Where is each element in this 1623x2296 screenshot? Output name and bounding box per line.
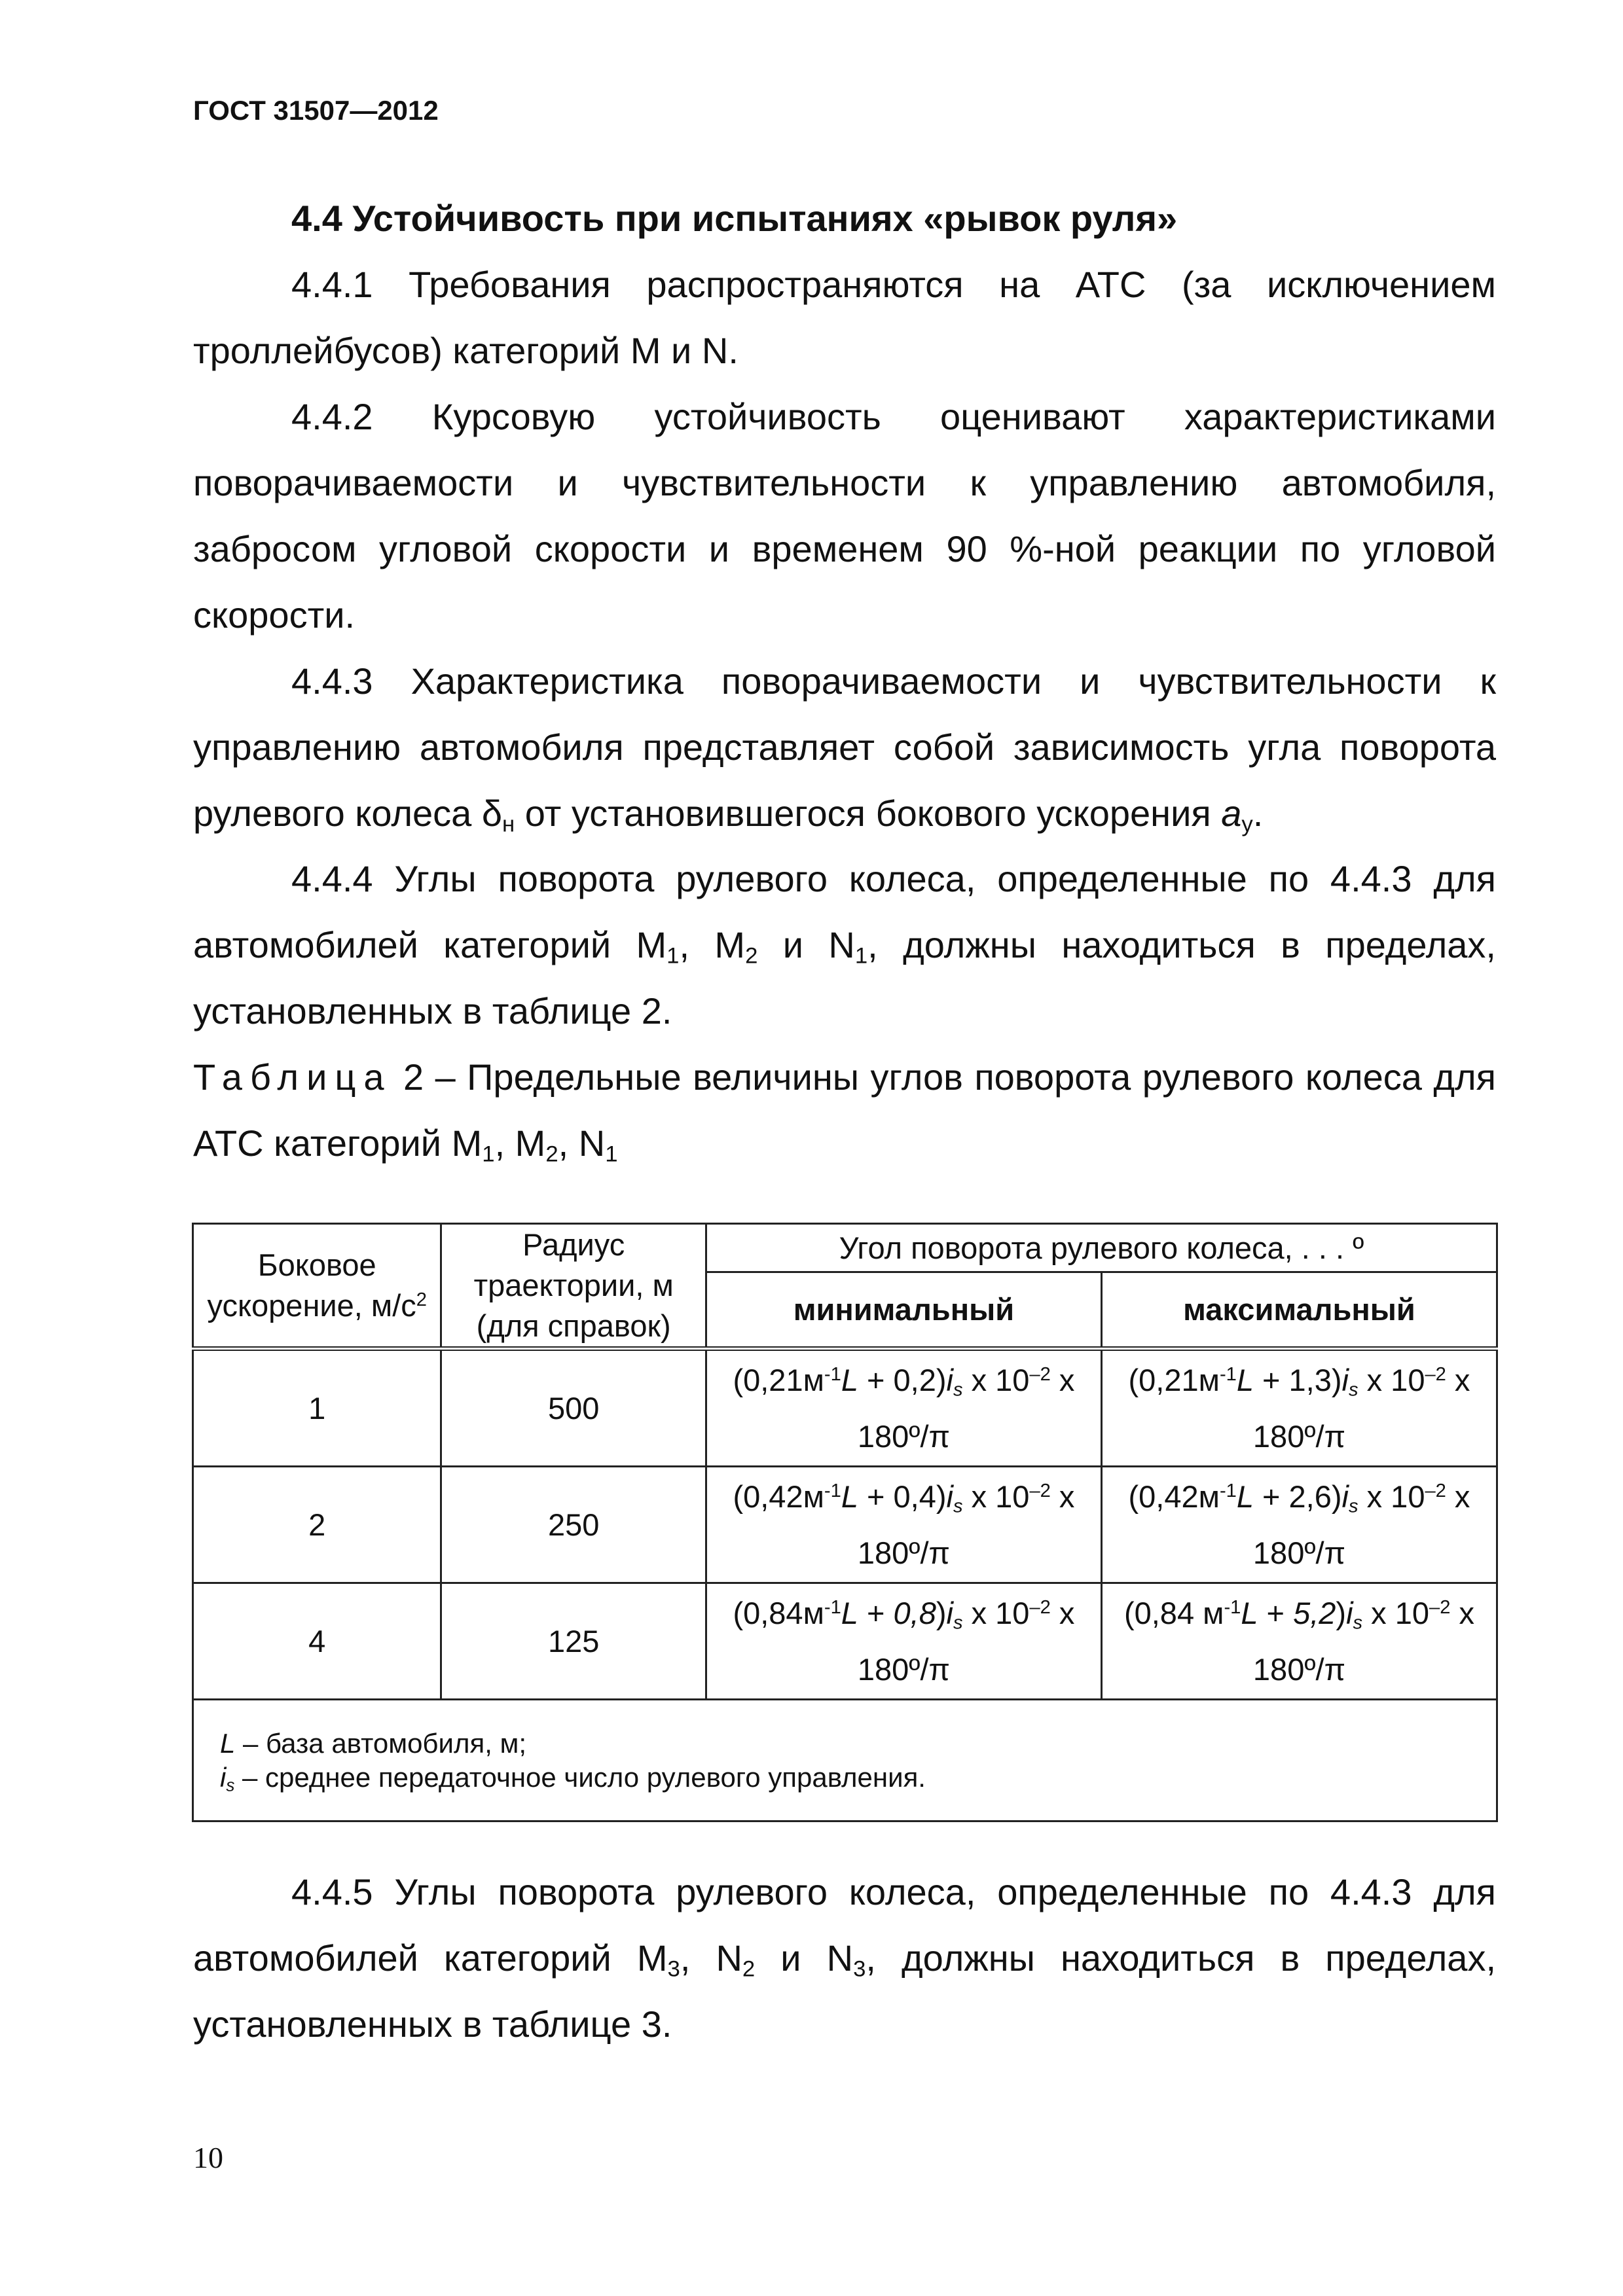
paragraph-4-4-1: 4.4.1 Требования распространяются на АТС (за исключением троллейбусов) категорий М и N. xyxy=(193,264,1496,371)
table-row xyxy=(193,1583,1497,1700)
cell-acceleration: 1 xyxy=(193,1349,441,1467)
paragraph-4-4-4: 4.4.4 Углы поворота рулевого колеса, определенные по 4.4.3 для автомобилей категорий $М_1$, $М_2$ и $N_1$, должны находиться в пределах, установленных в таблице 2. xyxy=(193,858,1497,1031)
steering-angle-limits-table xyxy=(192,1223,1498,1822)
cell-acceleration: 2 xyxy=(193,1467,441,1583)
table-caption: Таблица 2 – Предельные величины углов поворота рулевого колеса для АТС категорий $М_1$, $М_2$, $N_1$ xyxy=(193,1056,1496,1167)
table-row xyxy=(193,1467,1497,1583)
cell-radius: 250 xyxy=(441,1467,706,1583)
cell-max-angle: (0,84 $м^{-1}L + 5,2)i_s$ x $10^{-2}$ x 180º/π xyxy=(1101,1583,1497,1700)
cell-max-angle: $(0,42м^{-1}L + 2,6)i_s$ x $10^{-2}$ x 180º/π xyxy=(1101,1467,1497,1583)
section-title: 4.4 Устойчивость при испытаниях «рывок руля» xyxy=(291,198,1178,239)
page-number: 10 xyxy=(193,2141,223,2174)
header-trajectory-radius: Радиус траектории, м (для справок) xyxy=(441,1224,706,1349)
paragraph-4-4-2: 4.4.2 Курсовую устойчивость оценивают характеристиками поворачиваемости и чувствительности к управлению автомобиля, забросом угловой скорости и временем 90 %-ной реакции по угловой скорости. xyxy=(193,396,1497,636)
cell-min-angle: $(0,42м^{-1}L + 0,4)i_s$ x $10^{-2}$ x 180º/π xyxy=(706,1467,1101,1583)
cell-min-angle: $(0,84м^{-1}L + 0,8)i_s$ x $10^{-2}$ x 180º/π xyxy=(706,1583,1101,1700)
paragraph-4-4-5: 4.4.5 Углы поворота рулевого колеса, определенные по 4.4.3 для автомобилей категорий $М_3$, $N_2$ и $N_3$, должны находиться в пределах, установленных в таблице 3. xyxy=(193,1871,1497,2045)
cell-acceleration: 4 xyxy=(193,1583,441,1700)
paragraph-4-4-3: 4.4.3 Характеристика поворачиваемости и чувствительности к управлению автомобиля представляет собой зависимость угла поворота рулевого колеса $\delta_н$ от установившегося бокового ускорения $a_y$. xyxy=(193,660,1496,837)
table-notes: L – база автомобиля, м; $i_s$ – среднее передаточное число рулевого управления. xyxy=(193,1700,1497,1821)
cell-max-angle: $(0,21м^{-1}L + 1,3)i_s$ x $10^{-2}$ x 180º/π xyxy=(1101,1349,1497,1467)
header-minimum: минимальный xyxy=(706,1272,1101,1349)
cell-radius: 125 xyxy=(441,1583,706,1700)
table-row xyxy=(193,1349,1497,1467)
cell-radius: 500 xyxy=(441,1349,706,1467)
header-steering-wheel-angle: Угол поворота рулевого колеса, . . . º xyxy=(706,1224,1497,1272)
header-maximum: максимальный xyxy=(1101,1272,1497,1349)
header-lateral-acceleration: Боковое ускорение, $м/с^2$ xyxy=(193,1224,441,1349)
cell-min-angle: $(0,21м^{-1}L + 0,2)i_s$ x $10^{-2}$ x 180º/π xyxy=(706,1349,1101,1467)
document-header: ГОСТ 31507—2012 xyxy=(193,95,439,126)
